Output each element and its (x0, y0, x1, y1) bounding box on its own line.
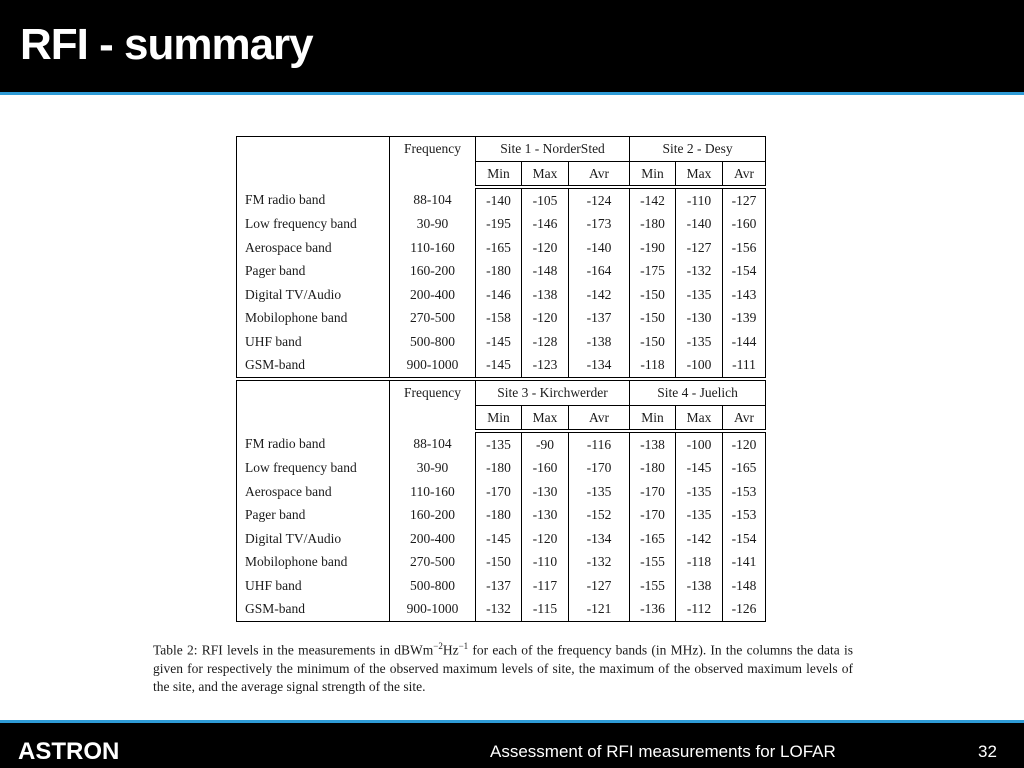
avr-cell: -116 (569, 431, 630, 457)
avr-cell: -111 (732, 357, 756, 373)
band-name-cell: UHF band (237, 330, 390, 354)
max-cell: -120 (522, 236, 569, 260)
max-cell: -135 (676, 504, 723, 528)
site-header: Site 1 - NorderSted (476, 137, 630, 162)
max-cell: -127 (676, 236, 723, 260)
rfi-table-sites-1-2 (236, 136, 766, 378)
rfi-table-sites-3-4 (236, 380, 766, 622)
table-body (237, 431, 766, 622)
min-cell: -158 (476, 307, 522, 331)
unit-exponent: −1 (458, 641, 469, 651)
frequency-cell: 500-800 (390, 330, 476, 354)
max-header: Max (676, 162, 723, 188)
table-row (237, 551, 766, 575)
avr-cell: -170 (569, 457, 630, 481)
min-cell: -175 (630, 260, 676, 284)
min-cell: -165 (630, 527, 676, 551)
band-name-cell: Aerospace band (237, 236, 390, 260)
min-cell: -150 (476, 551, 522, 575)
max-cell: -123 (522, 354, 569, 378)
avr-cell: -160 (731, 216, 757, 232)
table-row (237, 574, 766, 598)
min-cell: -170 (476, 480, 522, 504)
frequency-cell: 500-800 (390, 574, 476, 598)
frequency-cell: 110-160 (390, 480, 476, 504)
min-cell: -138 (630, 431, 676, 457)
min-header: Min (476, 406, 522, 432)
band-name-cell: Digital TV/Audio (237, 527, 390, 551)
frequency-cell: 30-90 (390, 457, 476, 481)
frequency-cell: 270-500 (390, 307, 476, 331)
unit-exponent: −2 (433, 641, 443, 651)
max-cell: -130 (522, 504, 569, 528)
avr-cell: -153 (731, 483, 757, 499)
avr-cell: -132 (569, 551, 630, 575)
avr-cell: -148 (731, 577, 757, 593)
min-cell: -180 (630, 213, 676, 237)
frequency-cell: 160-200 (390, 504, 476, 528)
avr-cell: -138 (569, 330, 630, 354)
min-cell: -150 (630, 330, 676, 354)
max-cell: -110 (522, 551, 569, 575)
avr-cell: -165 (731, 460, 757, 476)
avr-header: Avr (569, 162, 630, 188)
frequency-cell: 900-1000 (390, 354, 476, 378)
min-cell: -180 (630, 457, 676, 481)
table-row (237, 457, 766, 481)
band-name-cell: Digital TV/Audio (237, 283, 390, 307)
min-cell: -145 (476, 330, 522, 354)
table-row (237, 431, 766, 457)
footer-text: Assessment of RFI measurements for LOFAR (490, 742, 836, 761)
frequency-cell: 200-400 (390, 283, 476, 307)
min-header: Min (630, 162, 676, 188)
caption-text: RFI levels in the measurements in dBWm (197, 642, 434, 658)
frequency-cell: 30-90 (390, 213, 476, 237)
table-corner (237, 381, 390, 432)
max-cell: -100 (676, 354, 723, 378)
band-name-cell: Aerospace band (237, 480, 390, 504)
table-row (237, 598, 766, 622)
avr-cell: -154 (731, 530, 757, 546)
astron-logo: ASTRON (18, 738, 120, 765)
max-cell: -135 (676, 480, 723, 504)
avr-cell: -127 (731, 192, 757, 208)
max-header: Max (676, 406, 723, 432)
max-cell: -135 (676, 330, 723, 354)
avr-cell: -153 (731, 507, 757, 523)
min-cell: -195 (476, 213, 522, 237)
band-name-cell: Mobilophone band (237, 551, 390, 575)
min-cell: -145 (476, 354, 522, 378)
slide-title: RFI - summary (20, 20, 313, 69)
max-cell: -128 (522, 330, 569, 354)
min-cell: -170 (630, 480, 676, 504)
min-cell: -165 (476, 236, 522, 260)
table-row (237, 283, 766, 307)
avr-cell: -135 (569, 480, 630, 504)
avr-cell: -142 (569, 283, 630, 307)
table-row (237, 480, 766, 504)
min-cell: -180 (476, 260, 522, 284)
max-cell: -148 (522, 260, 569, 284)
caption-text: for each of the frequency bands (in MHz). In the columns the data is given for respectively the minimum of the observed maximum levels of site, the maximum of the observed maximum levels of the site, and the average signal strength of the site. (153, 642, 853, 694)
min-cell: -142 (630, 187, 676, 213)
min-cell: -145 (476, 527, 522, 551)
min-cell: -136 (630, 598, 676, 622)
max-cell: -140 (676, 213, 723, 237)
header-accent-rule (0, 92, 1024, 95)
max-cell: -117 (522, 574, 569, 598)
band-name-cell: Pager band (237, 504, 390, 528)
max-cell: -100 (676, 431, 723, 457)
max-cell: -90 (522, 431, 569, 457)
avr-cell: -154 (731, 263, 757, 279)
max-cell: -138 (522, 283, 569, 307)
avr-cell: -126 (731, 601, 757, 617)
max-cell: -120 (522, 527, 569, 551)
frequency-cell: 88-104 (390, 431, 476, 457)
avr-cell: -152 (569, 504, 630, 528)
max-cell: -110 (676, 187, 723, 213)
table-row (237, 330, 766, 354)
table-caption (153, 637, 853, 696)
max-cell: -138 (676, 574, 723, 598)
caption-label: Table 2: (153, 642, 198, 658)
min-cell: -155 (630, 551, 676, 575)
site-header: Site 4 - Juelich (630, 381, 766, 406)
max-header: Max (522, 162, 569, 188)
table-row (237, 213, 766, 237)
max-cell: -120 (522, 307, 569, 331)
frequency-cell: 900-1000 (390, 598, 476, 622)
max-cell: -105 (522, 187, 569, 213)
avr-cell: -139 (731, 310, 757, 326)
band-name-cell: Mobilophone band (237, 307, 390, 331)
table-row (237, 504, 766, 528)
site-header: Site 3 - Kirchwerder (476, 381, 630, 406)
table-row (237, 187, 766, 213)
min-cell: -132 (476, 598, 522, 622)
avr-cell: -134 (569, 354, 630, 378)
max-cell: -142 (676, 527, 723, 551)
min-cell: -180 (476, 457, 522, 481)
band-name-cell: FM radio band (237, 187, 390, 213)
page-number: 32 (978, 742, 997, 761)
avr-cell: -173 (569, 213, 630, 237)
max-cell: -145 (676, 457, 723, 481)
caption-text: Hz (442, 642, 459, 658)
avr-cell: -143 (731, 286, 757, 302)
avr-cell: -127 (569, 574, 630, 598)
max-cell: -115 (522, 598, 569, 622)
max-cell: -160 (522, 457, 569, 481)
min-cell: -180 (476, 504, 522, 528)
frequency-cell: 270-500 (390, 551, 476, 575)
max-cell: -112 (676, 598, 723, 622)
band-name-cell: Low frequency band (237, 213, 390, 237)
band-name-cell: Low frequency band (237, 457, 390, 481)
avr-header: Avr (723, 162, 766, 188)
band-name-cell: FM radio band (237, 431, 390, 457)
frequency-cell: 160-200 (390, 260, 476, 284)
max-cell: -130 (522, 480, 569, 504)
band-name-cell: GSM-band (237, 598, 390, 622)
min-cell: -190 (630, 236, 676, 260)
min-cell: -135 (476, 431, 522, 457)
max-cell: -118 (676, 551, 723, 575)
min-cell: -118 (630, 354, 676, 378)
avr-cell: -124 (569, 187, 630, 213)
min-cell: -150 (630, 307, 676, 331)
table-corner (237, 137, 390, 188)
min-cell: -137 (476, 574, 522, 598)
table-row (237, 527, 766, 551)
avr-cell: -141 (731, 554, 757, 570)
avr-cell: -121 (569, 598, 630, 622)
min-cell: -140 (476, 187, 522, 213)
table-row (237, 260, 766, 284)
frequency-cell: 200-400 (390, 527, 476, 551)
avr-cell: -164 (569, 260, 630, 284)
avr-cell: -134 (569, 527, 630, 551)
avr-cell: -140 (569, 236, 630, 260)
table-body (237, 187, 766, 378)
max-cell: -132 (676, 260, 723, 284)
band-name-cell: UHF band (237, 574, 390, 598)
min-cell: -146 (476, 283, 522, 307)
site-header: Site 2 - Desy (630, 137, 766, 162)
min-cell: -155 (630, 574, 676, 598)
min-header: Min (630, 406, 676, 432)
min-cell: -150 (630, 283, 676, 307)
table-row (237, 354, 766, 378)
avr-header: Avr (569, 406, 630, 432)
avr-header: Avr (723, 406, 766, 432)
avr-cell: -137 (569, 307, 630, 331)
min-header: Min (476, 162, 522, 188)
frequency-cell: 88-104 (390, 187, 476, 213)
band-name-cell: GSM-band (237, 354, 390, 378)
table-row (237, 236, 766, 260)
frequency-header: Frequency (390, 137, 476, 188)
band-name-cell: Pager band (237, 260, 390, 284)
min-cell: -170 (630, 504, 676, 528)
table-row (237, 307, 766, 331)
avr-cell: -156 (731, 239, 757, 255)
max-cell: -130 (676, 307, 723, 331)
max-cell: -135 (676, 283, 723, 307)
frequency-cell: 110-160 (390, 236, 476, 260)
max-header: Max (522, 406, 569, 432)
avr-cell: -120 (731, 436, 757, 452)
frequency-header: Frequency (390, 381, 476, 432)
avr-cell: -144 (731, 333, 757, 349)
max-cell: -146 (522, 213, 569, 237)
